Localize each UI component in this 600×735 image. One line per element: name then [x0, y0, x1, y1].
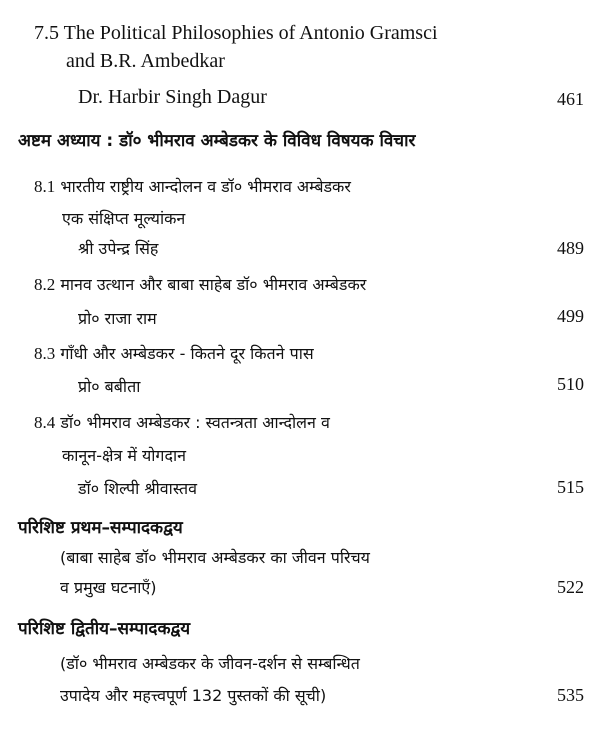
- entry-title-line-1: डॉ० भीमराव अम्बेडकर : स्वतन्त्रता आन्दोलन व: [60, 413, 330, 432]
- appendix-desc-line-2: व प्रमुख घटनाएँ): [60, 578, 157, 597]
- entry-page-number: 461: [557, 89, 584, 109]
- entry-page-number: 515: [557, 477, 584, 497]
- entry-page-number: 510: [557, 374, 584, 394]
- entry-number: 8.2: [34, 275, 56, 294]
- entry-author: श्री उपेन्द्र सिंह: [78, 239, 159, 258]
- appendix-heading: परिशिष्ट द्वितीय–सम्पादकद्वय: [18, 619, 191, 639]
- entry-title-line-2: कानून-क्षेत्र में योगदान: [62, 446, 186, 465]
- entry-number: 8.1: [34, 177, 56, 196]
- entry-title-line-2: and B.R. Ambedkar: [66, 50, 225, 72]
- entry-title-line-1: मानव उत्थान और बाबा साहेब डॉ० भीमराव अम्बेडकर: [60, 275, 367, 294]
- appendix-desc-line-1: (बाबा साहेब डॉ० भीमराव अम्बेडकर का जीवन परिचय: [60, 548, 370, 567]
- entry-author: प्रो० राजा राम: [78, 309, 157, 328]
- entry-title-line-2: एक संक्षिप्त मूल्यांकन: [62, 209, 186, 228]
- entry-number: 7.5: [34, 22, 59, 44]
- toc-entry-8-3-title: [34, 342, 314, 364]
- appendix-desc-line-1: (डॉ० भीमराव अम्बेडकर के जीवन-दर्शन से सम्बन्धित: [60, 654, 360, 673]
- toc-entry-8-4-title: [34, 411, 330, 433]
- chapter-heading: अष्टम अध्याय : डॉ० भीमराव अम्बेडकर के विविध विषयक विचार: [18, 131, 416, 151]
- entry-page-number: 535: [557, 685, 584, 705]
- toc-entry-7-5-title: [34, 22, 438, 45]
- entry-author: प्रो० बबीता: [78, 377, 141, 396]
- entry-page-number: 522: [557, 577, 584, 597]
- entry-number: 8.4: [34, 413, 56, 432]
- entry-title-line-1: गाँधी और अम्बेडकर - कितने दूर कितने पास: [60, 344, 314, 363]
- entry-page-number: 499: [557, 306, 584, 326]
- toc-entry-8-1-title: [34, 175, 351, 197]
- appendix-heading: परिशिष्ट प्रथम–सम्पादकद्वय: [18, 518, 183, 538]
- entry-page-number: 489: [557, 238, 584, 258]
- appendix-desc-line-2: उपादेय और महत्त्वपूर्ण 132 पुस्तकों की सूची): [60, 686, 327, 705]
- entry-author: Dr. Harbir Singh Dagur: [78, 86, 267, 108]
- entry-title-line-1: The Political Philosophies of Antonio Gramsci: [63, 22, 438, 44]
- toc-entry-8-2-title: [34, 273, 366, 295]
- entry-number: 8.3: [34, 344, 56, 363]
- entry-title-line-1: भारतीय राष्ट्रीय आन्दोलन व डॉ० भीमराव अम्बेडकर: [60, 177, 351, 196]
- entry-author: डॉ० शिल्पी श्रीवास्तव: [78, 479, 198, 498]
